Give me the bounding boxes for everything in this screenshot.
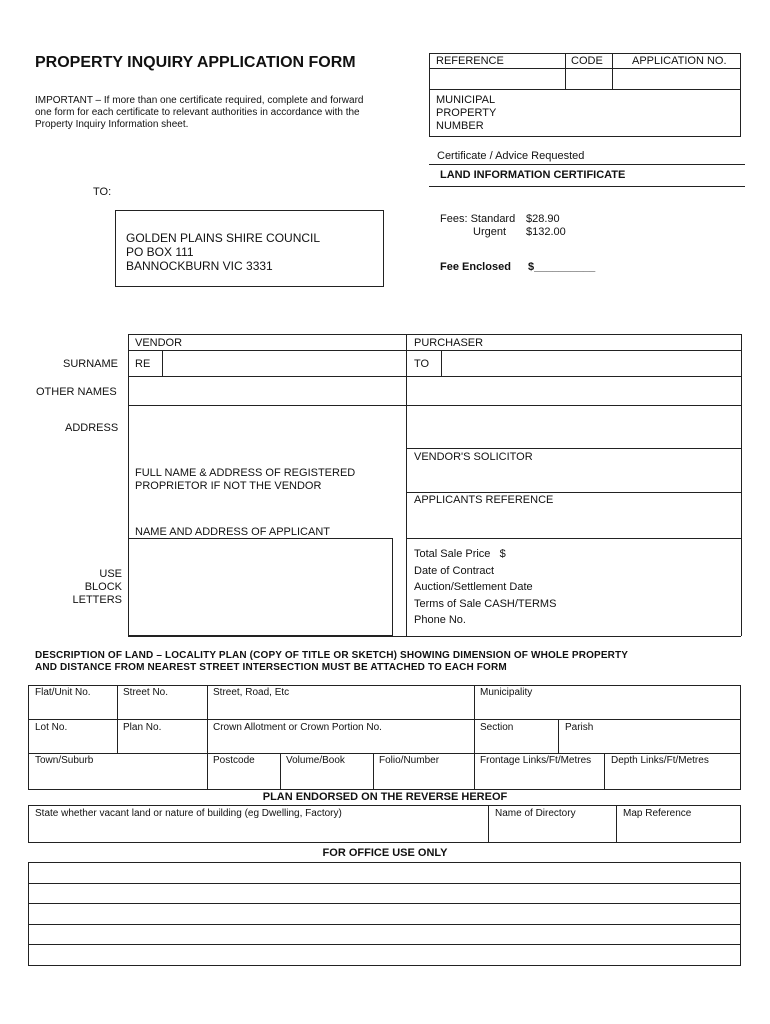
form-title: PROPERTY INQUIRY APPLICATION FORM: [35, 54, 356, 71]
purchaser-other-names-field[interactable]: [408, 378, 739, 403]
purchaser-surname-field[interactable]: [443, 352, 739, 374]
parish-label: Parish: [565, 722, 594, 733]
vendors-solicitor-field[interactable]: [408, 464, 739, 490]
auction-settlement-label: Auction/Settlement Date: [414, 581, 533, 593]
volume-book-label: Volume/Book: [286, 755, 345, 766]
municipality-label: Municipality: [480, 687, 533, 698]
application-no-field[interactable]: [613, 72, 740, 88]
to-label: TO:: [93, 186, 112, 198]
vendor-re-label: RE: [135, 358, 151, 370]
fees-urgent-label: Urgent: [473, 226, 507, 238]
vendor-address-field[interactable]: [130, 407, 404, 462]
important-note: IMPORTANT – If more than one certificate required, complete and forward one form for each certificate to relevant authorities in accordance with the Property Inquiry Information sheet.: [35, 95, 364, 130]
name-of-directory-label: Name of Directory: [495, 808, 576, 819]
certificate-type: LAND INFORMATION CERTIFICATE: [440, 169, 626, 181]
applicants-reference-field[interactable]: [408, 508, 739, 536]
section-label: Section: [480, 722, 514, 733]
land-details-table: [28, 685, 741, 790]
plan-endorsed-heading: PLAN ENDORSED ON THE REVERSE HEREOF: [262, 791, 508, 803]
vendor-surname-field[interactable]: [164, 352, 404, 374]
date-of-contract-label: Date of Contract: [414, 564, 495, 577]
postcode-label: Postcode: [213, 755, 255, 766]
total-sale-price-label: Total Sale Price: [414, 548, 491, 560]
applicants-reference-label: APPLICANTS REFERENCE: [414, 494, 554, 506]
fees-standard-label: Fees: Standard: [440, 213, 516, 225]
folio-number-label: Folio/Number: [379, 755, 440, 766]
applicant-address-field[interactable]: [128, 538, 393, 636]
crown-allotment-label: Crown Allotment or Crown Portion No.: [213, 722, 382, 733]
vendor-other-names-field[interactable]: [130, 378, 404, 403]
office-use-table: [28, 862, 741, 966]
dollar-sign: $: [499, 548, 506, 560]
lot-no-label: Lot No.: [35, 722, 68, 733]
fees-urgent-value: $132.00: [526, 226, 566, 238]
depth-label: Depth Links/Ft/Metres: [611, 755, 709, 766]
vendor-header: VENDOR: [135, 337, 183, 349]
reference-label: REFERENCE: [436, 55, 504, 67]
map-reference-label: Map Reference: [623, 808, 692, 819]
street-no-label: Street No.: [123, 687, 169, 698]
registered-proprietor-label: FULL NAME & ADDRESS OF REGISTERED PROPRIETOR IF NOT THE VENDOR: [135, 467, 356, 492]
purchaser-address-field[interactable]: [408, 407, 739, 446]
fee-enclosed-label: Fee Enclosed: [440, 261, 511, 273]
surname-label: SURNAME: [63, 358, 119, 370]
code-label: CODE: [571, 55, 603, 67]
code-field[interactable]: [566, 72, 611, 88]
phone-no-label: Phone No.: [414, 614, 466, 626]
purchaser-to-label: TO: [414, 358, 430, 370]
description-of-land-heading: DESCRIPTION OF LAND – LOCALITY PLAN (COPY OF TITLE OR SKETCH) SHOWING DIMENSION OF WHOLE PROPERTY AND DISTANCE FROM NEAREST STREET INTERSECTION MUST BE ATTACHED TO EACH FORM: [35, 650, 629, 673]
use-block-letters-label: USE BLOCK LETTERS: [72, 568, 122, 606]
reference-field[interactable]: [436, 72, 564, 88]
application-no-label: APPLICATION NO.: [632, 55, 727, 67]
office-use-heading: FOR OFFICE USE ONLY: [322, 847, 448, 859]
other-names-label: OTHER NAMES: [36, 386, 117, 398]
plan-no-label: Plan No.: [123, 722, 162, 733]
name-address-applicant-label: NAME AND ADDRESS OF APPLICANT: [135, 526, 330, 538]
fee-enclosed-field[interactable]: $__________: [528, 261, 596, 273]
flat-unit-label: Flat/Unit No.: [35, 687, 91, 698]
terms-of-sale-label: Terms of Sale CASH/TERMS: [414, 597, 557, 610]
certificate-requested-label: Certificate / Advice Requested: [437, 150, 585, 162]
street-road-label: Street, Road, Etc: [213, 687, 290, 698]
vendors-solicitor-label: VENDOR'S SOLICITOR: [414, 451, 533, 463]
fees-standard-value: $28.90: [526, 213, 560, 225]
frontage-label: Frontage Links/Ft/Metres: [480, 755, 592, 766]
town-suburb-label: Town/Suburb: [35, 755, 94, 766]
address-label: ADDRESS: [65, 422, 119, 434]
purchaser-header: PURCHASER: [414, 337, 484, 349]
council-address: GOLDEN PLAINS SHIRE COUNCIL PO BOX 111 BANNOCKBURN VIC 3331: [126, 231, 321, 273]
sale-details-labels: [414, 546, 556, 629]
state-building-label: State whether vacant land or nature of building (eg Dwelling, Factory): [35, 808, 342, 819]
municipal-property-number-label: MUNICIPAL PROPERTY NUMBER: [436, 94, 497, 132]
